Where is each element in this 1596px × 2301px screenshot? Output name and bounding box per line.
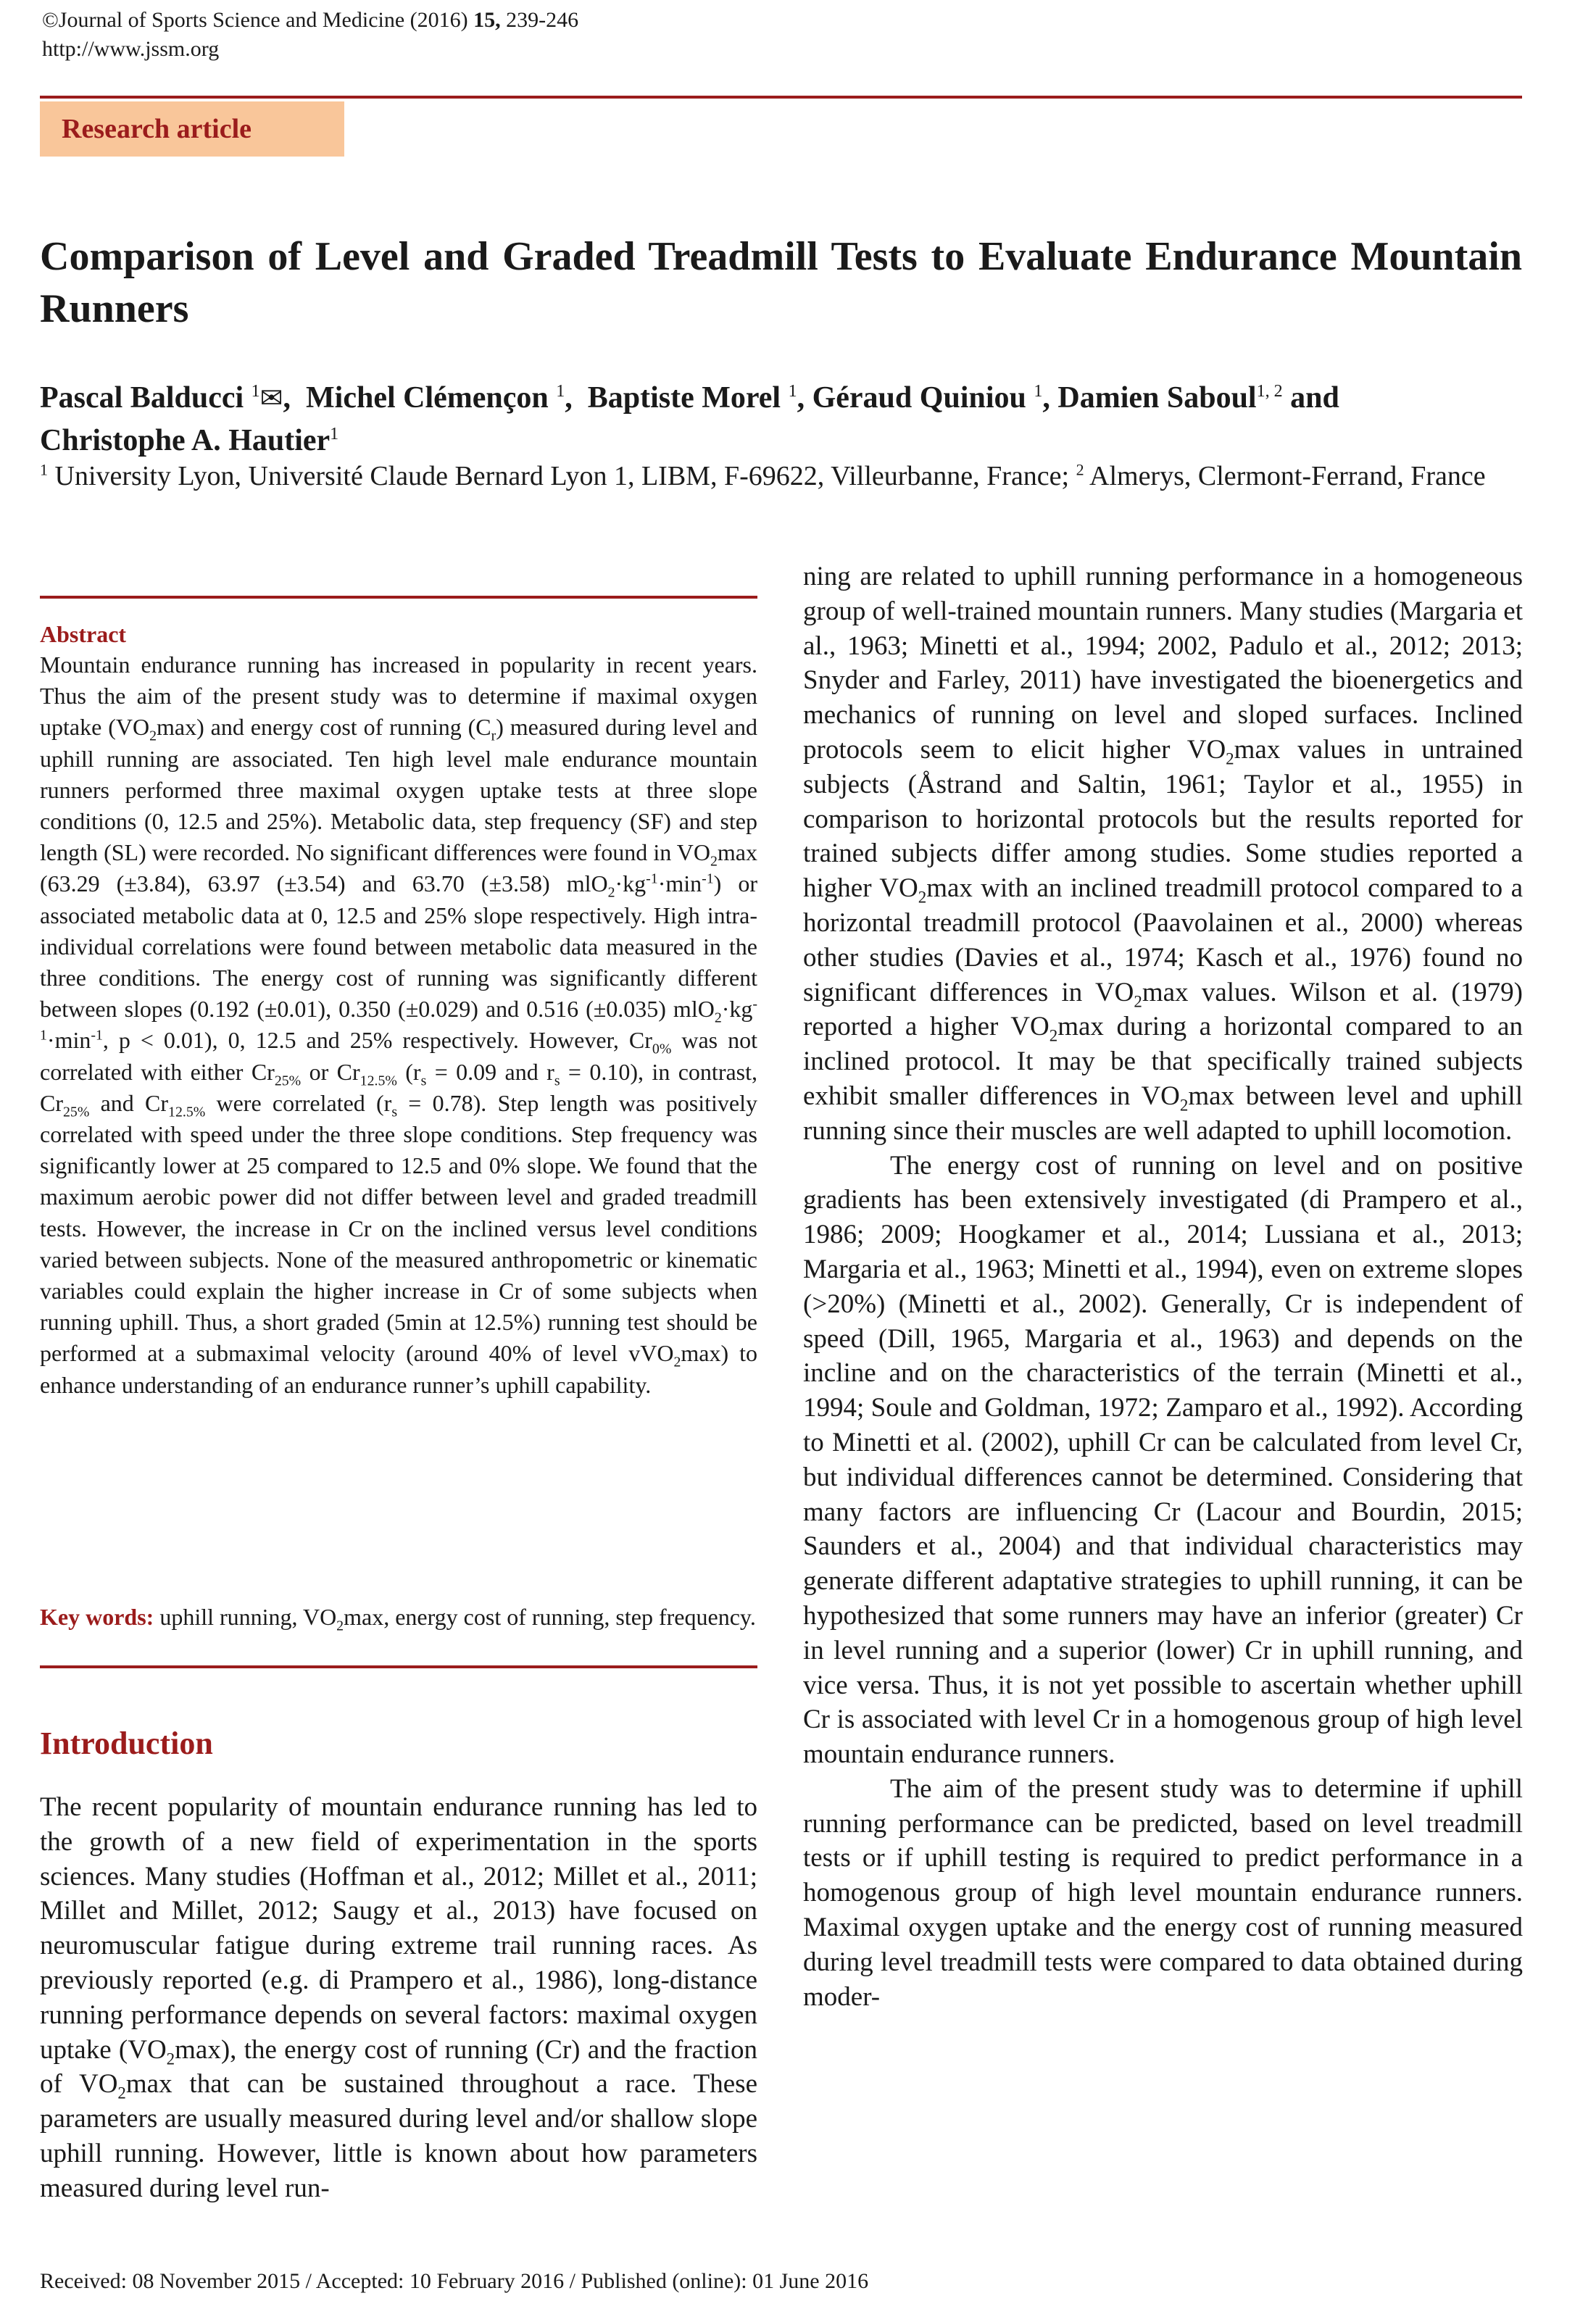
- abstract-top-rule: [40, 596, 757, 599]
- article-type-badge: Research article: [40, 101, 344, 157]
- author-name: Baptiste Morel: [587, 381, 781, 415]
- authors-conjunction: and: [1282, 381, 1339, 415]
- author-affiliation-mark: 1: [788, 382, 797, 401]
- header-rule: [40, 96, 1522, 99]
- introduction-paragraph: The recent popularity of mountain endurance running has led to the growth of a new field of experimentation in the sports sciences. Many studies (Hoffman et al., 2012; Millet et al., 2011; Millet and Millet, 2012; Saugy et al., 2013) have focused on neuromuscular fatigue during extreme trail running races. As previously reported (e.g. di Prampero et al., 1986), long-distance running performance depends on several factors: maximal oxygen uptake $(VO_2\max)$, the energy cost of running (Cr) and the fraction of $VO_2\max$ that can be sustained throughout a race. These parameters are usually measured during level and/or shallow slope uphill running. However, little is known about how parameters measured during level run-: [40, 1792, 757, 2203]
- section-heading-introduction: Introduction: [40, 1726, 213, 1761]
- author-affiliation-mark: 1: [1034, 382, 1043, 401]
- journal-url[interactable]: http://www.jssm.org: [42, 37, 220, 61]
- author-affiliation-mark: 1: [251, 382, 260, 401]
- publication-dates: Received: 08 November 2015 / Accepted: 10 February 2016 / Published (online): 01 June 2016: [40, 2269, 869, 2293]
- author-name: Christophe A. Hautier: [40, 424, 331, 457]
- keywords: Key words: uphill running, $VO_2\max$, energy cost of running, step frequency.: [40, 1604, 756, 1634]
- affiliation-mark: 2: [1076, 460, 1084, 479]
- author-list: Pascal Balducci $^1$✉, Michel Clémençon $^1$, Baptiste Morel $^1$, Géraud Quiniou $^1$, Damien Saboul$^{1, 2}$ and Christophe A. Hautier$^1$: [40, 381, 1339, 457]
- affiliation-text: Almerys, Clermont-Ferrand, France: [1084, 461, 1486, 491]
- right-column: [803, 559, 1523, 2014]
- body-paragraph: ning are related to uphill running performance in a homogeneous group of well-trained mountain runners. Many studies (Margaria et al., 1963; Minetti et al., 1994; 2002, Padulo et al., 2012; 2013; Snyder and Farley, 2011) have investigated the bioenergetics and mechanics of running on level and sloped surfaces. Inclined protocols seem to elicit higher $VO_2\max$ values in untrained subjects (Åstrand and Saltin, 1961; Taylor et al., 1955) in comparison to horizontal protocols but the results reported for trained subjects differ among studies. Some studies reported a higher $VO_2\max$ with an inclined treadmill protocol compared to a horizontal treadmill protocol (Paavolainen et al., 2000) whereas other studies (Davies et al., 1974; Kasch et al., 1976) found no significant differences in $VO_2\max$ values. Wilson et al. (1979) reported a higher $VO_2\max$ during a horizontal compared to an inclined protocol. It may be that specifically trained subjects exhibit smaller differences in $VO_2\max$ between level and uphill running since their muscles are well adapted to uphill locomotion.: [803, 562, 1524, 1146]
- author-affiliation-mark: 1, 2: [1256, 382, 1283, 401]
- keywords-label: Key words:: [40, 1604, 154, 1630]
- body-paragraph: The energy cost of running on level and on positive gradients has been extensively investigated (di Prampero et al., 1986; 2009; Hoogkamer et al., 2014; Lussiana et al., 2013; Margaria et al., 1963; Minetti et al., 1994), even on extreme slopes (>20%) (Minetti et al., 2002). Generally, Cr is independent of speed (Dill, 1965, Margaria et al., 1963) and depends on the incline and on the characteristics of the terrain (Minetti et al., 1994; Soule and Goldman, 1972; Zamparo et al., 1992). According to Minetti et al. (2002), uphill Cr can be calculated from level Cr, but individual differences cannot be determined. Considering that many factors are influencing Cr (Lacour and Bourdin, 2015; Saunders et al., 2004) and that individual characteristics may generate different adaptative strategies to uphill running, it can be hypothesized that some runners may have an inferior (greater) Cr in level running and a superior (lower) Cr in uphill running, and vice versa. Thus, it is not yet possible to ascertain whether uphill Cr is associated with level Cr in a homogenous group of high level mountain endurance runners.: [803, 1150, 1523, 1770]
- author-affiliation-mark: 1: [556, 382, 565, 401]
- journal-citation: [42, 6, 578, 35]
- abstract-bottom-rule: [40, 1665, 757, 1668]
- body-paragraph: The aim of the present study was to determine if uphill running performance can be predicted, based on level treadmill tests or if uphill testing is required to predict performance in a homogenous group of high level mountain endurance runners. Maximal oxygen uptake and the energy cost of running measured during level treadmill tests were compared to data obtained during moder-: [803, 1773, 1523, 2012]
- abstract-body: Mountain endurance running has increased in popularity in recent years. Thus the aim of the present study was to determine if maximal oxygen uptake $(VO_2\max)$ and energy cost of running $(C_r)$ measured during level and uphill running are associated. Ten high level male endurance mountain runners performed three maximal oxygen uptake tests at three slope conditions (0, 12.5 and 25%). Metabolic data, step frequency (SF) and step length (SL) were recorded. No significant differences were found in $VO_2\max$ (63.29 (±3.84), 63.97 (±3.54) and 63.70 (±3.58) $mlO_2\cdot kg^{-1}\cdot\min^{-1}$) or associated metabolic data at 0, 12.5 and 25% slope respectively. High intra-individual correlations were found between metabolic data measured in the three conditions. The energy cost of running was significantly different between slopes (0.192 (±0.01), 0.350 (±0.029) and 0.516 (±0.035) $mlO_2\cdot kg^{-1}\cdot\min^{-1}$, p < 0.01), 0, 12.5 and 25% respectively. However, $Cr_{0\%}$ was not correlated with either $Cr_{25\%}$ or $Cr_{12.5\%}$ ($r_s = 0.09$ and $r_s = 0.10$), in contrast, $Cr_{25\%}$ and $Cr_{12.5\%}$ were correlated $(r_s = 0.78)$. Step length was positively correlated with speed under the three slope conditions. Step frequency was significantly lower at 25 compared to 12.5 and 0% slope. We found that the maximum aerobic power did not differ between level and graded treadmill tests. However, the increase in Cr on the inclined versus level conditions varied between subjects. None of the measured anthropometric or kinematic variables could explain the higher increase in Cr of some subjects when running uphill. Thus, a short graded (5min at 12.5%) running test should be performed at a submaximal velocity (around 40% of level vVO$_2$max) to enhance understanding of an endurance runner’s uphill capability.: [40, 652, 758, 1398]
- author-name: Michel Clémençon: [306, 381, 549, 415]
- affiliation-mark: 1: [40, 460, 48, 479]
- envelope-icon[interactable]: ✉: [259, 383, 283, 414]
- article-title: Comparison of Level and Graded Treadmill Tests to Evaluate Endurance Mountain Runners: [40, 234, 1522, 331]
- abstract-heading: Abstract: [40, 621, 127, 647]
- journal-pages: 239-246: [500, 8, 579, 32]
- author-name: Damien Saboul: [1057, 381, 1257, 415]
- affiliation-text: University Lyon, Université Claude Bernard Lyon 1, LIBM, F-69622, Villeurbanne, France;: [48, 461, 1076, 491]
- author-affiliation-mark: 1: [330, 425, 339, 444]
- affiliations: [40, 458, 1522, 494]
- author-name: Pascal Balducci: [40, 381, 244, 415]
- author-name: Géraud Quiniou: [812, 381, 1026, 415]
- journal-name: ©Journal of Sports Science and Medicine (2016): [42, 8, 474, 32]
- journal-volume: 15,: [473, 8, 501, 32]
